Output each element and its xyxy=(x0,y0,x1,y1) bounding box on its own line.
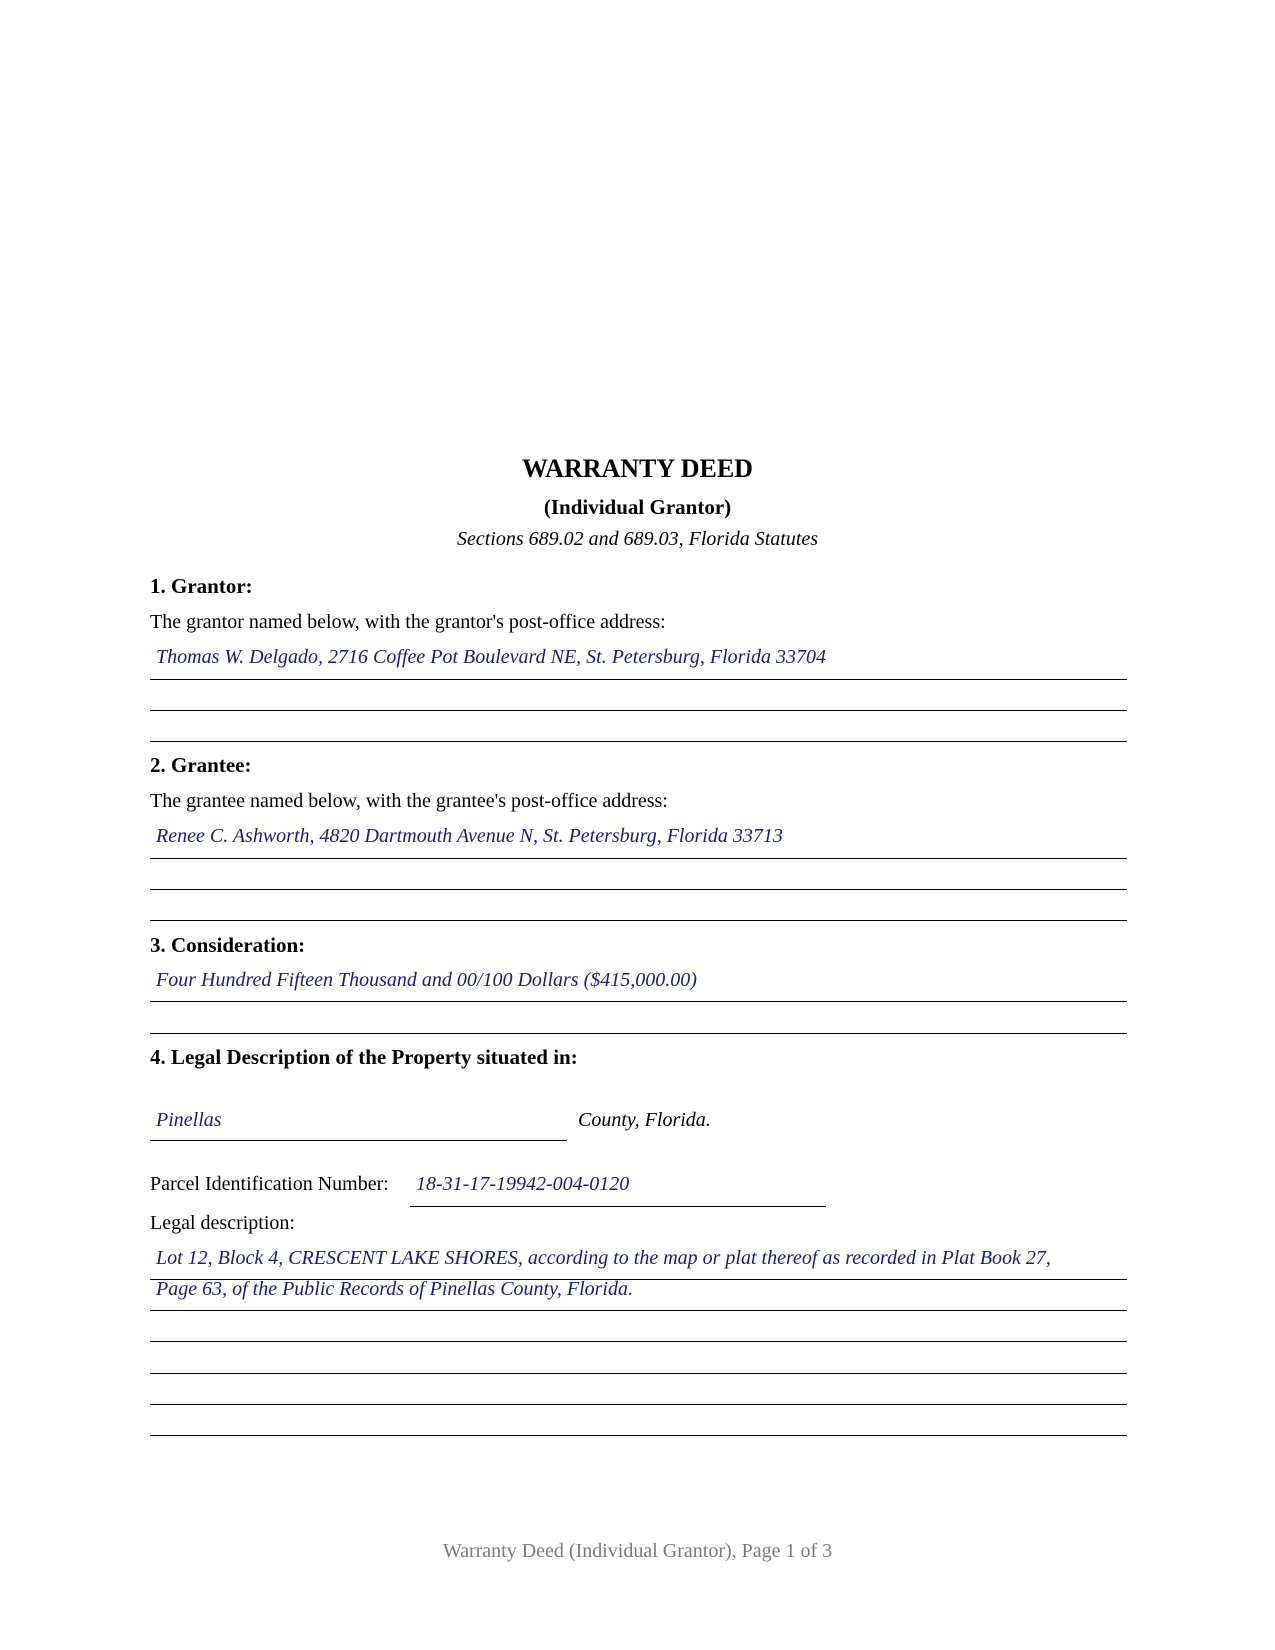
parcel-field[interactable]: 18-31-17-19942-004-0120 xyxy=(416,1173,630,1195)
grantee-line-3 xyxy=(150,920,1127,921)
grantor-line-3 xyxy=(150,741,1127,742)
grantor-instruction: The grantor named below, with the grantor's post-office address: xyxy=(150,611,666,633)
legal-description-label: Legal description: xyxy=(150,1212,295,1234)
grantee-line-2 xyxy=(150,889,1127,890)
parcel-label: Parcel Identification Number: xyxy=(150,1173,389,1195)
grantee-instruction: The grantee named below, with the grantee's post-office address: xyxy=(150,790,668,812)
page-footer: Warranty Deed (Individual Grantor), Page 1 of 3 xyxy=(442,1540,833,1562)
statute-reference: Sections 689.02 and 689.03, Florida Statutes xyxy=(456,528,819,550)
consideration-line-2 xyxy=(150,1033,1127,1034)
legal-description-rule-3 xyxy=(150,1341,1127,1342)
consideration-heading: 3. Consideration: xyxy=(150,933,306,957)
county-suffix: County, Florida. xyxy=(578,1109,711,1131)
legal-description-rule-2 xyxy=(150,1310,1127,1311)
consideration-line-1 xyxy=(150,1001,1127,1002)
legal-description-line-text-2[interactable]: Page 63, of the Public Records of Pinellas County, Florida. xyxy=(156,1278,633,1300)
grantee-field[interactable]: Renee C. Ashworth, 4820 Dartmouth Avenue N, St. Petersburg, Florida 33713 xyxy=(156,825,783,847)
grantor-field[interactable]: Thomas W. Delgado, 2716 Coffee Pot Boulevard NE, St. Petersburg, Florida 33704 xyxy=(156,646,826,668)
grantor-heading: 1. Grantor: xyxy=(150,574,253,598)
grantor-line-1 xyxy=(150,679,1127,680)
document-title: WARRANTY DEED xyxy=(522,454,753,483)
legal-description-rule-6 xyxy=(150,1435,1127,1436)
county-field[interactable]: Pinellas xyxy=(156,1109,222,1131)
grantee-heading: 2. Grantee: xyxy=(150,753,252,777)
legal-heading: 4. Legal Description of the Property situated in: xyxy=(150,1045,578,1069)
document-subtitle: (Individual Grantor) xyxy=(543,495,732,519)
consideration-field[interactable]: Four Hundred Fifteen Thousand and 00/100 Dollars ($415,000.00) xyxy=(156,969,697,991)
grantor-line-2 xyxy=(150,710,1127,711)
parcel-line xyxy=(410,1206,826,1207)
legal-description-line-text-1[interactable]: Lot 12, Block 4, CRESCENT LAKE SHORES, according to the map or plat thereof as recorded in Plat Book 27, xyxy=(156,1247,1051,1269)
legal-description-rule-5 xyxy=(150,1404,1127,1405)
grantee-line-1 xyxy=(150,858,1127,859)
legal-description-rule-4 xyxy=(150,1373,1127,1374)
county-line xyxy=(150,1140,567,1141)
